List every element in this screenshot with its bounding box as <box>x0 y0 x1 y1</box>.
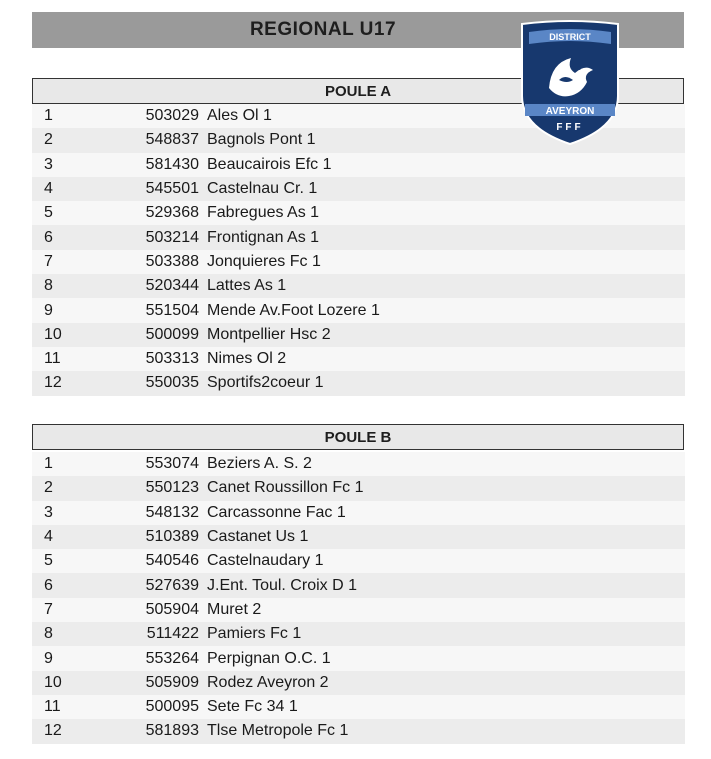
team-code: 503214 <box>145 228 199 246</box>
team-code: 540546 <box>145 552 199 570</box>
team-rank: 7 <box>44 252 53 270</box>
team-row <box>32 476 685 500</box>
team-row <box>32 323 685 347</box>
team-rank: 4 <box>44 180 53 198</box>
team-row <box>32 671 685 695</box>
team-name: Montpellier Hsc 2 <box>207 325 331 343</box>
logo-bottom-text: FFF <box>556 122 584 133</box>
team-row <box>32 622 685 646</box>
team-row <box>32 452 685 476</box>
team-rank: 3 <box>44 155 53 173</box>
team-rank: 9 <box>44 649 53 667</box>
team-row <box>32 225 685 249</box>
team-rank: 10 <box>44 673 62 691</box>
team-row <box>32 274 685 298</box>
logo-top-text: DISTRICT <box>549 32 591 42</box>
team-rank: 8 <box>44 277 53 295</box>
team-code: 553074 <box>145 455 199 473</box>
team-row <box>32 549 685 573</box>
team-name: Beaucairois Efc 1 <box>207 155 332 173</box>
team-code: 581430 <box>145 155 199 173</box>
team-name: Fabregues As 1 <box>207 204 320 222</box>
team-rank: 8 <box>44 625 53 643</box>
team-name: Frontignan As 1 <box>207 228 320 246</box>
team-name: Ales Ol 1 <box>207 107 272 125</box>
team-name: J.Ent. Toul. Croix D 1 <box>207 576 357 594</box>
team-name: Tlse Metropole Fc 1 <box>207 722 349 740</box>
page-title: REGIONAL U17 <box>249 19 397 40</box>
team-name: Nimes Ol 2 <box>207 350 287 368</box>
team-code: 550123 <box>145 479 199 497</box>
team-rank: 9 <box>44 301 53 319</box>
team-name: Carcassonne Fac 1 <box>207 503 346 521</box>
team-code: 500095 <box>145 698 199 716</box>
team-row <box>32 153 685 177</box>
team-code: 527639 <box>145 576 199 594</box>
team-code: 551504 <box>145 301 199 319</box>
team-row <box>32 525 685 549</box>
team-row <box>32 501 685 525</box>
team-row <box>32 298 685 322</box>
team-name: Beziers A. S. 2 <box>207 455 312 473</box>
team-rank: 10 <box>44 325 62 343</box>
team-rank: 2 <box>44 131 53 149</box>
team-code: 529368 <box>145 204 199 222</box>
team-code: 581893 <box>145 722 199 740</box>
logo-middle-text: AVEYRON <box>545 106 595 117</box>
team-code: 500099 <box>145 325 199 343</box>
team-name: Jonquieres Fc 1 <box>207 252 321 270</box>
team-rank: 6 <box>44 576 53 594</box>
team-code: 520344 <box>145 277 199 295</box>
team-name: Canet Roussillon Fc 1 <box>207 479 364 497</box>
team-code: 510389 <box>145 528 199 546</box>
team-code: 550035 <box>145 374 199 392</box>
team-name: Castelnau Cr. 1 <box>207 180 318 198</box>
team-rank: 1 <box>44 455 53 473</box>
team-code: 505904 <box>145 600 199 618</box>
team-rank: 7 <box>44 600 53 618</box>
team-name: Castelnaudary 1 <box>207 552 324 570</box>
poule-b-header <box>32 424 684 450</box>
team-code: 511422 <box>146 625 199 643</box>
team-row <box>32 598 685 622</box>
team-row <box>32 347 685 371</box>
team-rank: 12 <box>44 374 62 392</box>
team-name: Muret 2 <box>207 600 262 618</box>
team-row <box>32 695 685 719</box>
team-code: 503313 <box>145 350 199 368</box>
team-code: 505909 <box>145 673 199 691</box>
team-code: 548132 <box>145 503 199 521</box>
team-rank: 5 <box>44 204 53 222</box>
district-aveyron-logo <box>519 18 621 146</box>
team-rank: 2 <box>44 479 53 497</box>
team-rank: 4 <box>44 528 53 546</box>
team-name: Sportifs2coeur 1 <box>207 374 324 392</box>
poule-a-title: POULE A <box>324 82 392 100</box>
team-row <box>32 250 685 274</box>
team-rank: 6 <box>44 228 53 246</box>
team-row <box>32 573 685 597</box>
team-code: 548837 <box>145 131 199 149</box>
team-rank: 12 <box>44 722 62 740</box>
team-name: Sete Fc 34 1 <box>207 698 298 716</box>
poule-b-team-list <box>32 452 685 744</box>
team-code: 503388 <box>145 252 199 270</box>
team-code: 545501 <box>145 180 199 198</box>
team-name: Rodez Aveyron 2 <box>207 673 329 691</box>
team-name: Perpignan O.C. 1 <box>207 649 331 667</box>
team-rank: 5 <box>44 552 53 570</box>
poule-b-title: POULE B <box>324 428 392 446</box>
poule-a-team-list <box>32 104 685 396</box>
team-name: Castanet Us 1 <box>207 528 309 546</box>
team-row <box>32 201 685 225</box>
team-name: Lattes As 1 <box>207 277 287 295</box>
team-name: Mende Av.Foot Lozere 1 <box>207 301 380 319</box>
team-rank: 3 <box>44 503 53 521</box>
team-name: Bagnols Pont 1 <box>207 131 316 149</box>
team-row <box>32 177 685 201</box>
team-row <box>32 371 685 395</box>
team-code: 553264 <box>145 649 199 667</box>
team-row <box>32 719 685 743</box>
team-rank: 11 <box>44 698 61 716</box>
team-name: Pamiers Fc 1 <box>207 625 302 643</box>
team-row <box>32 646 685 670</box>
team-rank: 11 <box>44 350 61 368</box>
team-rank: 1 <box>44 107 53 125</box>
team-code: 503029 <box>145 107 199 125</box>
